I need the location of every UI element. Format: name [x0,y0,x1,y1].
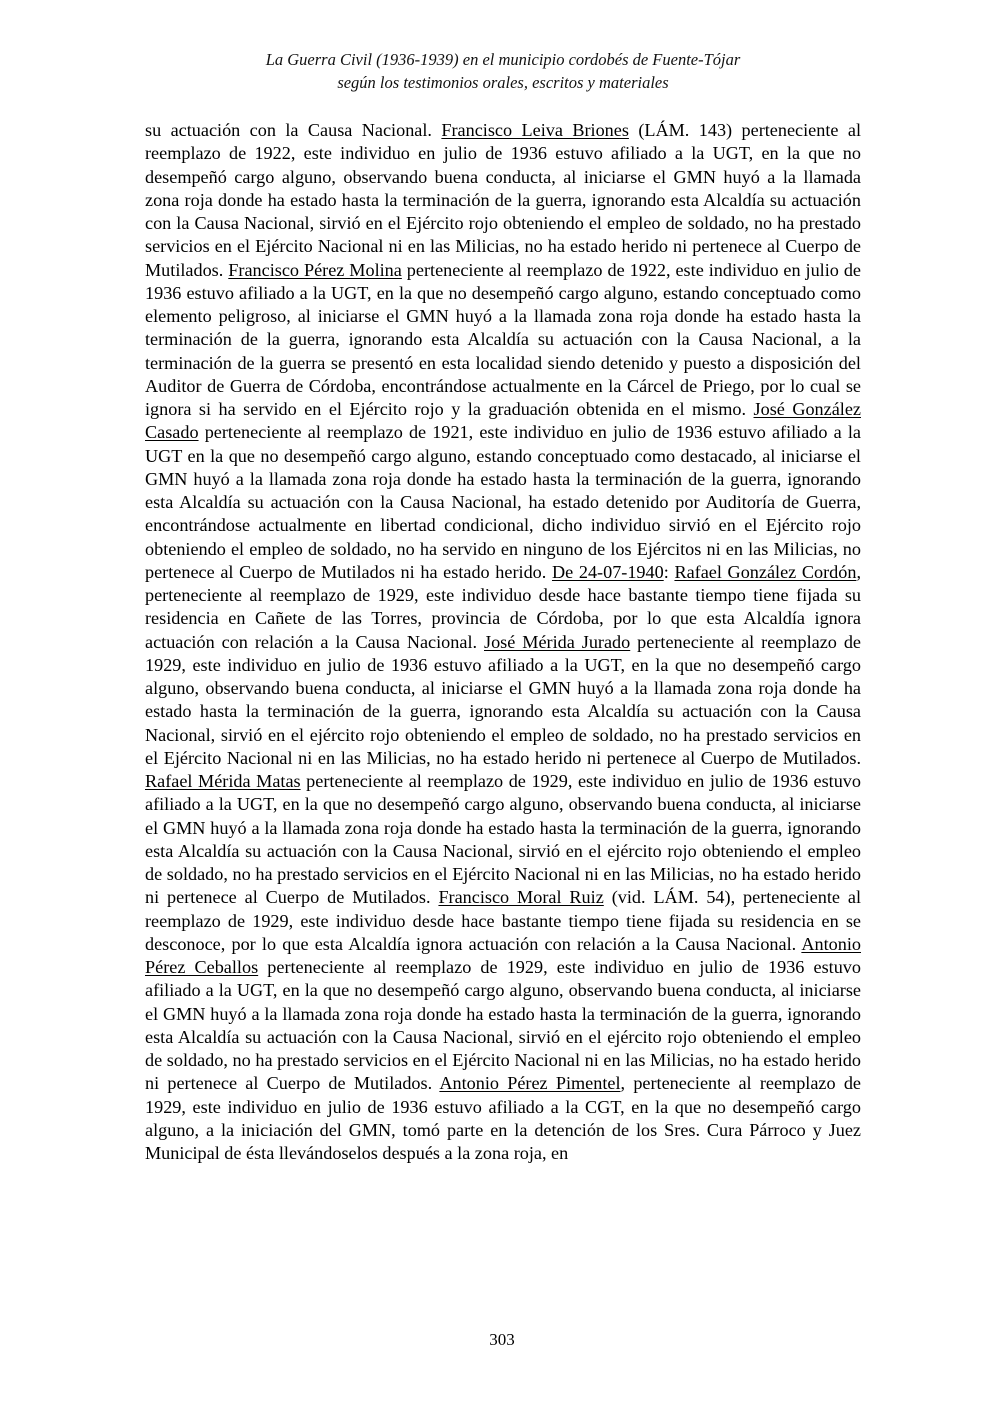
text-run: su actuación con la Causa Nacional. [145,120,442,140]
person-name: Francisco Moral Ruiz [438,887,604,908]
text-run: perteneciente al reemplazo de 1921, este individuo en julio de 1936 estuvo afiliado a la UGT en la que no desempeñó cargo alguno, estando conceptuado como destacado, al iniciarse el GMN huyó a la llamada zona roja donde ha estado hasta la terminación de la guerra, ignorando esta Alcaldía su actuación con la Causa Nacional, ha estado detenido por Auditoría de Guerra, encontrándose actualmente en libertad condicional, dicho individuo sirvió en el Ejército rojo obteniendo el empleo de soldado, no ha servido en ninguno de los Ejércitos ni en las Milicias, no pertenece al Cuerpo de Mutilados ni ha estado herido. [145,422,861,582]
person-name: José González Casado [145,399,861,443]
text-run: perteneciente al reemplazo de 1929, este individuo en julio de 1936 estuvo afiliado a la UGT, en la que no desempeñó cargo alguno, observando buena conducta, al iniciarse el GMN huyó a la llamada zona roja donde ha estado hasta la terminación de la guerra, ignorando esta Alcaldía su actuación con la Causa Nacional, sirvió en el ejército rojo obteniendo el empleo de soldado, no ha prestado servicios en el Ejército Nacional ni en las Milicias, no ha estado herido ni pertenece al Cuerpo de Mutilados. [145,631,861,768]
person-name: Antonio Pérez Pimentel [439,1073,621,1094]
text-run: perteneciente al reemplazo de 1929, este individuo en julio de 1936 estuvo afiliado a la UGT, en la que no desempeñó cargo alguno, observando buena conducta, al iniciarse el GMN huyó a la llamada zona roja donde ha estado hasta la terminación de la guerra, ignorando esta Alcaldía su actuación con la Causa Nacional, sirvió en el ejército rojo obteniendo el empleo de soldado, no ha prestado servicios en el Ejército Nacional ni en las Milicias, no ha estado herido ni pertenece al Cuerpo de Mutilados. [145,771,861,908]
person-name: José Mérida Jurado [484,631,631,652]
text-run: perteneciente al reemplazo de 1922, este individuo en julio de 1936 estuvo afiliado a la UGT, en la que no desempeñó cargo alguno, estando conceptuado como elemento peligroso, al iniciarse el GMN huyó a la llamada zona roja donde ha estado hasta la terminación de la guerra, ignorando esta Alcaldía su actuación con la Causa Nacional, a la terminación de la guerra se presentó en esta localidad siendo detenido y puesto a disposición del Auditor de Guerra de Córdoba, encontrándose actualmente en la Cárcel de Priego, por lo cual se ignora si ha servido en el Ejército rojo y la graduación obtenida en el mismo. [145,259,862,419]
header-subtitle: según los testimonios orales, escritos y materiales [337,73,669,92]
person-name: Francisco Leiva Briones [441,120,629,140]
person-name: Francisco Pérez Molina [228,259,402,280]
text-run: perteneciente al reemplazo de 1929, este individuo en julio de 1936 estuvo afiliado a la UGT, en la que no desempeñó cargo alguno, observando buena conducta, al iniciarse el GMN huyó a la llamada zona roja donde ha estado hasta la terminación de la guerra, ignorando esta Alcaldía su actuación con la Causa Nacional, sirvió en el ejército rojo obteniendo el empleo de soldado, no ha prestado servicios en el Ejército Nacional ni en las Milicias, no ha estado herido ni pertenece al Cuerpo de Mutilados. [145,957,861,1094]
person-name: Rafael González Cordón [674,561,857,582]
text-run: (vid. LÁM. 54), perteneciente al reemplazo de 1929, este individuo desde hace bastante tiempo tiene fijada su residencia en se desconoce, por lo que esta Alcaldía ignora actuación con relación a la Causa Nacional. [145,887,862,954]
header-title: La Guerra Civil (1936-1939) en el municipio cordobés de Fuente-Tójar [265,50,741,69]
person-name: Rafael Mérida Matas [145,771,301,791]
text-run: , perteneciente al reemplazo de 1929, este individuo en julio de 1936 estuvo afiliado a la CGT, en la que no desempeñó cargo alguno, a la iniciación del GMN, tomó parte en la detención de los Sres. Cura Párroco y Juez Municipal de ésta llevándoselos después a la zona roja, en [145,1073,861,1163]
page-number: 303 [489,1330,515,1349]
text-run: , perteneciente al reemplazo de 1929, este individuo desde hace bastante tiempo tiene fijada su residencia en Cañete de las Torres, provincia de Córdoba, por lo que esta Alcaldía ignora actuación con relación a la Causa Nacional. [145,561,861,652]
text-run: (LÁM. 143) perteneciente al reemplazo de 1922, este individuo en julio de 1936 estuvo afiliado a la UGT, en la que no desempeñó cargo alguno, observando buena conducta, al iniciarse el GMN huyó a la llamada zona roja donde ha estado hasta la terminación de la guerra, ignorando esta Alcaldía su actuación con la Causa Nacional, sirvió en el Ejército rojo obteniendo el empleo de soldado, no ha prestado servicios en el Ejército Nacional ni en las Milicias, no ha estado herido ni pertenece al Cuerpo de Mutilados. [145,120,862,280]
person-name: Antonio Pérez Ceballos [145,933,861,977]
running-header [145,48,861,94]
text-run: : [663,561,675,582]
body-text [145,119,861,1165]
date-heading: De 24-07-1940 [551,561,664,582]
paragraph [145,119,861,1165]
